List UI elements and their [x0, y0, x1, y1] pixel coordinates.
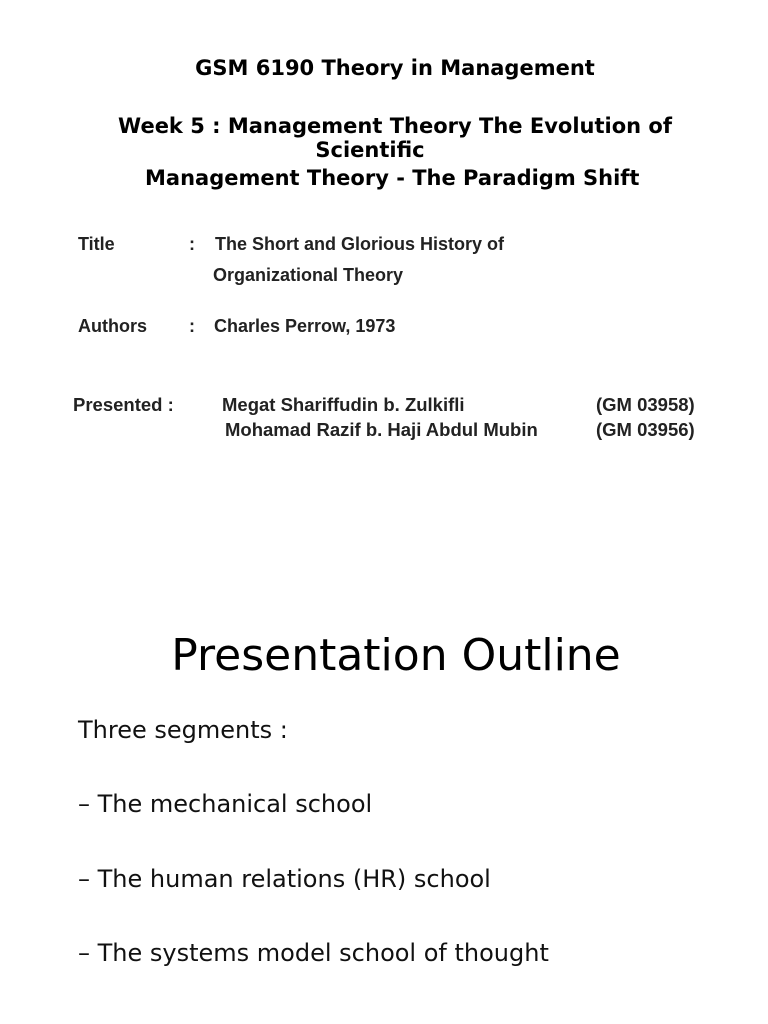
- outline-bullet: – The systems model school of thought: [78, 939, 549, 967]
- outline-bullet: – The mechanical school: [78, 790, 373, 818]
- paper-title-line-1: The Short and Glorious History of: [215, 234, 505, 254]
- authors-colon: :: [189, 316, 195, 336]
- week-heading-line-1: Week 5 : Management Theory The Evolution of: [118, 114, 672, 138]
- week-heading-line-2: Scientific: [315, 138, 425, 162]
- presenter-id: (GM 03958): [596, 394, 695, 415]
- paper-title-line-2: Organizational Theory: [213, 265, 404, 285]
- presenter-name: Mohamad Razif b. Haji Abdul Mubin: [225, 419, 538, 440]
- outline-bullet: – The human relations (HR) school: [78, 865, 491, 893]
- authors-label: Authors: [78, 316, 147, 336]
- title-colon: :: [189, 234, 195, 254]
- outline-title: Presentation Outline: [171, 630, 621, 681]
- outline-intro: Three segments :: [78, 716, 288, 744]
- presenter-name: Megat Shariffudin b. Zulkifli: [222, 394, 465, 415]
- title-label: Title: [78, 234, 115, 254]
- presented-label: Presented :: [73, 394, 174, 415]
- authors-value: Charles Perrow, 1973: [214, 316, 396, 336]
- week-heading-line-3: Management Theory - The Paradigm Shift: [145, 166, 640, 190]
- course-title: GSM 6190 Theory in Management: [195, 56, 595, 80]
- presenter-id: (GM 03956): [596, 419, 695, 440]
